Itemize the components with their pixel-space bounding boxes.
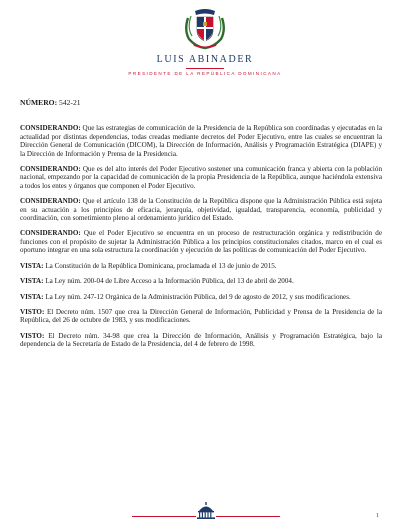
decree-body xyxy=(20,99,382,356)
considerando-paragraph xyxy=(20,197,382,222)
paragraph-text: La Constitución de la República Dominicana, proclamada el 13 de junio de 2015. xyxy=(45,261,277,270)
paragraph-label: CONSIDERANDO: xyxy=(20,165,81,174)
page-footer xyxy=(0,500,410,520)
letterhead xyxy=(0,8,410,76)
paragraph-text: El Decreto núm. 1507 que crea la Dirección General de Información, Publicidad y Prensa de la Presidencia de la República, del 26 de octubre de 1983, y sus modificaciones. xyxy=(20,307,382,325)
decree-number xyxy=(20,99,382,107)
paragraph-label: VISTO: xyxy=(20,331,45,340)
coat-of-arms-icon xyxy=(183,8,227,50)
header-divider xyxy=(186,68,224,69)
considerando-paragraph xyxy=(20,124,382,158)
decree-number-value: 542-21 xyxy=(59,98,81,107)
considerando-paragraph xyxy=(20,165,382,190)
paragraph-text: La Ley núm. 247-12 Orgánica de la Administración Pública, del 9 de agosto de 2012, y sus modificaciones. xyxy=(45,292,351,301)
paragraph-text: Que el artículo 138 de la Constitución de la República dispone que la Administración Pública está sujeta en su actuación a los principios de eficacia, jerarquía, objetividad, igualdad, transparencia, economía, publicidad y coordinación, con sometimiento pleno al ordenamiento jurídico del Estado. xyxy=(20,197,382,223)
vista-paragraph xyxy=(20,277,382,285)
visto-paragraph xyxy=(20,332,382,349)
page-number: 1 xyxy=(376,513,379,519)
paragraph-text: La Ley núm. 200-04 de Libre Acceso a la Información Pública, del 13 de abril de 2004. xyxy=(45,277,294,286)
visto-paragraph xyxy=(20,308,382,325)
palace-icon xyxy=(196,502,216,520)
paragraph-label: CONSIDERANDO: xyxy=(20,197,81,206)
paragraph-label: VISTA: xyxy=(20,292,44,301)
paragraph-text: Que las estrategias de comunicación de la Presidencia de la República son coordinadas y ejecutadas en la actualidad por distintas dependencias, todas creadas mediante decretos del Poder Ejecutivo, entre las cuales se encuentran la Dirección General de Comunicación (DICOM), la Dirección de Información, Análisis y Programación Estratégica (DIAPE) y la Dirección de Información y Prensa de la Presidencia. xyxy=(20,124,382,158)
paragraph-label: VISTA: xyxy=(20,261,44,270)
president-title: PRESIDENTE DE LA REPÚBLICA DOMINICANA xyxy=(128,71,282,76)
considerando-paragraph xyxy=(20,229,382,254)
paragraph-text: El Decreto núm. 34-98 que crea la Dirección de Información, Análisis y Programación Estratégica, bajo la dependencia de la Secretaría de Estado de la Presidencia, del 4 de febrero de 1998. xyxy=(20,331,382,349)
president-name: LUIS ABINADER xyxy=(156,54,254,65)
footer-divider-left xyxy=(132,516,196,517)
decree-number-label: NÚMERO: xyxy=(20,98,58,107)
paragraph-label: CONSIDERANDO: xyxy=(20,229,81,238)
paragraph-text: Que es del alto interés del Poder Ejecutivo sostener una comunicación franca y abierta con la población nacional, empezando por la capacidad de comunicación de la propia Presidencia de la República, aunque haciéndola extensiva a todos los entes y órganos que componen el Poder Ejecutivo. xyxy=(20,165,382,190)
paragraph-label: CONSIDERANDO: xyxy=(20,124,81,133)
vista-paragraph xyxy=(20,293,382,301)
paragraph-label: VISTA: xyxy=(20,277,44,286)
vista-paragraph xyxy=(20,262,382,270)
paragraph-label: VISTO: xyxy=(20,307,45,316)
paragraph-text: Que el Poder Ejecutivo se encuentra en un proceso de restructuración orgánica y redistribución de funciones con el propósito de sujetar la Administración Pública a los principios constitucionales citados, marco en el cual es oportuno integrar en una sola estructura la coordinación y ejecución de las políticas de comunicación del Poder Ejecutivo. xyxy=(20,229,382,255)
footer-divider-right xyxy=(216,516,280,517)
